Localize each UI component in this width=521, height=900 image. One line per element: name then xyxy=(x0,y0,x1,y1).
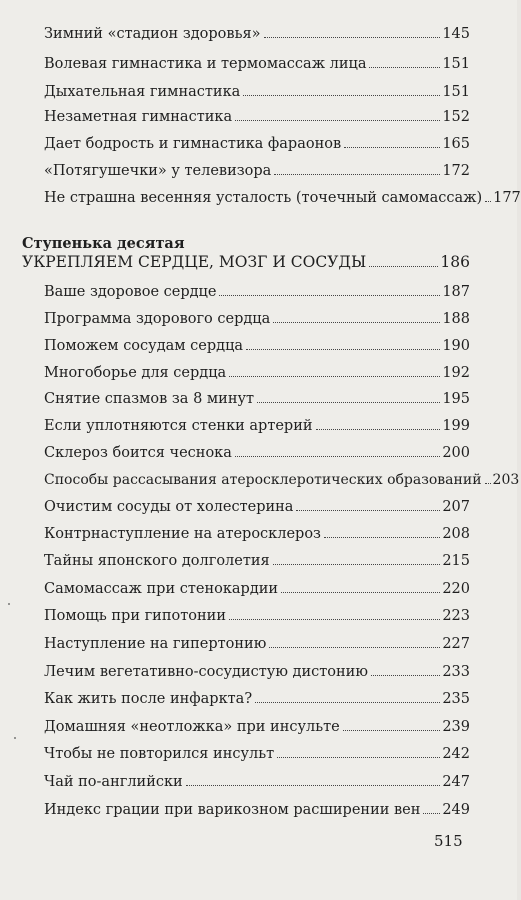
toc-entry xyxy=(44,82,470,102)
dot-leader xyxy=(273,564,441,565)
dot-leader xyxy=(229,619,440,620)
dot-leader xyxy=(343,730,441,731)
toc-entry-page: 203 xyxy=(492,472,520,488)
toc-entry xyxy=(44,161,470,181)
dot-leader xyxy=(246,349,440,350)
toc-entry xyxy=(44,24,470,44)
toc-entry-title: Наступление на гипертонию xyxy=(44,636,267,652)
toc-entry xyxy=(44,309,470,329)
section-title: УКРЕПЛЯЕМ СЕРДЦЕ, МОЗГ И СОСУДЫ xyxy=(22,253,367,271)
toc-entry-title: Незаметная гимнастика xyxy=(44,109,233,125)
toc-entry-page: 145 xyxy=(442,26,470,42)
toc-entry-page: 190 xyxy=(442,338,470,354)
toc-entry-page: 195 xyxy=(442,391,470,407)
dot-leader xyxy=(219,295,440,296)
dot-leader xyxy=(369,266,438,267)
dot-leader xyxy=(371,675,440,676)
toc-entry-title: Дыхательная гимнастика xyxy=(44,84,241,100)
toc-entry xyxy=(44,717,470,737)
toc-entry-page: 227 xyxy=(442,636,470,652)
toc-entry-page: 242 xyxy=(442,746,470,762)
dot-leader xyxy=(485,483,491,484)
dot-leader xyxy=(235,456,440,457)
dot-leader xyxy=(243,95,440,96)
toc-entry-title: Дает бодрость и гимнастика фараонов xyxy=(44,136,342,152)
toc-entry xyxy=(44,606,470,626)
toc-entry xyxy=(44,188,521,208)
dot-leader xyxy=(269,647,440,648)
toc-entry xyxy=(44,689,470,709)
toc-entry xyxy=(44,443,470,463)
toc-entry xyxy=(44,336,470,356)
toc-entry-page: 208 xyxy=(442,526,470,542)
toc-entry-page: 200 xyxy=(442,445,470,461)
toc-entry-page: 207 xyxy=(442,499,470,515)
toc-entry-title: Лечим вегетативно-сосудистую дистонию xyxy=(44,664,368,680)
toc-entry xyxy=(44,524,470,544)
dot-leader xyxy=(274,174,440,175)
toc-entry-page: 152 xyxy=(442,109,470,125)
toc-entry xyxy=(44,363,470,383)
section-heading: Ступенька десятая xyxy=(22,235,185,252)
dot-leader xyxy=(277,757,440,758)
dot-leader xyxy=(264,37,441,38)
dot-leader xyxy=(257,402,440,403)
toc-entry-page: 233 xyxy=(442,664,470,680)
print-speck xyxy=(8,603,10,605)
dot-leader xyxy=(186,785,441,786)
toc-entry-page: 249 xyxy=(442,802,470,818)
toc-entry xyxy=(44,470,520,490)
toc-entry-page: 187 xyxy=(442,284,470,300)
toc-entry-title: Не страшна весенняя усталость (точечный самомассаж) xyxy=(44,190,483,206)
toc-entry-title: Очистим сосуды от холестерина xyxy=(44,499,294,515)
dot-leader xyxy=(324,537,440,538)
toc-entry-title: Тайны японского долголетия xyxy=(44,553,270,569)
toc-entry xyxy=(44,282,470,302)
toc-entry-page: 220 xyxy=(442,581,470,597)
toc-entry-page: 177 xyxy=(493,190,521,206)
toc-entry-title: Многоборье для сердца xyxy=(44,365,227,381)
toc-entry-title: Поможем сосудам сердца xyxy=(44,338,244,354)
toc-entry-page: 186 xyxy=(440,253,470,271)
toc-entry-title: Способы рассасывания атеросклеротических образований xyxy=(44,472,482,488)
dot-leader xyxy=(344,147,440,148)
dot-leader xyxy=(423,813,440,814)
toc-entry xyxy=(44,389,470,409)
dot-leader xyxy=(296,510,440,511)
toc-entry-page: 151 xyxy=(442,84,470,100)
toc-entry-page: 199 xyxy=(442,418,470,434)
toc-entry xyxy=(44,54,470,74)
toc-entry xyxy=(44,579,470,599)
toc-entry-title: Самомассаж при стенокардии xyxy=(44,581,279,597)
toc-entry-title: Ваше здоровое сердце xyxy=(44,284,217,300)
toc-entry xyxy=(44,634,470,654)
toc-entry-title: Чай по-английски xyxy=(44,774,183,790)
toc-entry-title: Индекс грации при варикозном расширении вен xyxy=(44,802,421,818)
toc-entry-page: 165 xyxy=(442,136,470,152)
toc-entry-page: 247 xyxy=(442,774,470,790)
toc-entry xyxy=(44,551,470,571)
dot-leader xyxy=(235,120,440,121)
toc-entry-page: 239 xyxy=(442,719,470,735)
toc-entry xyxy=(44,497,470,517)
toc-entry-page: 223 xyxy=(442,608,470,624)
toc-entry-title: Снятие спазмов за 8 минут xyxy=(44,391,255,407)
toc-entry-title: Домашняя «неотложка» при инсульте xyxy=(44,719,340,735)
toc-entry-title: Склероз боится чеснока xyxy=(44,445,232,461)
toc-entry xyxy=(44,662,470,682)
section-title-entry xyxy=(22,252,470,272)
dot-leader xyxy=(485,201,491,202)
toc-entry-title: Если уплотняются стенки артерий xyxy=(44,418,313,434)
toc-entry-title: Чтобы не повторился инсульт xyxy=(44,746,275,762)
toc-entry xyxy=(44,772,470,792)
toc-entry-title: «Потягушечки» у телевизора xyxy=(44,163,272,179)
toc-entry-title: Зимний «стадион здоровья» xyxy=(44,26,261,42)
print-speck xyxy=(14,737,16,739)
dot-leader xyxy=(255,702,440,703)
toc-entry-page: 235 xyxy=(442,691,470,707)
toc-entry xyxy=(44,134,470,154)
toc-entry-title: Помощь при гипотонии xyxy=(44,608,226,624)
dot-leader xyxy=(369,67,440,68)
toc-entry-page: 192 xyxy=(442,365,470,381)
toc-entry-page: 188 xyxy=(442,311,470,327)
toc-entry xyxy=(44,107,470,127)
toc-entry xyxy=(44,744,470,764)
dot-leader xyxy=(273,322,440,323)
toc-entry-title: Контрнаступление на атеросклероз xyxy=(44,526,321,542)
toc-entry-page: 151 xyxy=(442,56,470,72)
page-number: 515 xyxy=(434,832,463,850)
toc-entry-title: Программа здорового сердца xyxy=(44,311,271,327)
toc-entry xyxy=(44,416,470,436)
dot-leader xyxy=(316,429,441,430)
toc-entry xyxy=(44,800,470,820)
dot-leader xyxy=(281,592,440,593)
toc-entry-page: 215 xyxy=(442,553,470,569)
dot-leader xyxy=(229,376,440,377)
toc-entry-page: 172 xyxy=(442,163,470,179)
toc-entry-title: Волевая гимнастика и термомассаж лица xyxy=(44,56,367,72)
toc-entry-title: Как жить после инфаркта? xyxy=(44,691,253,707)
